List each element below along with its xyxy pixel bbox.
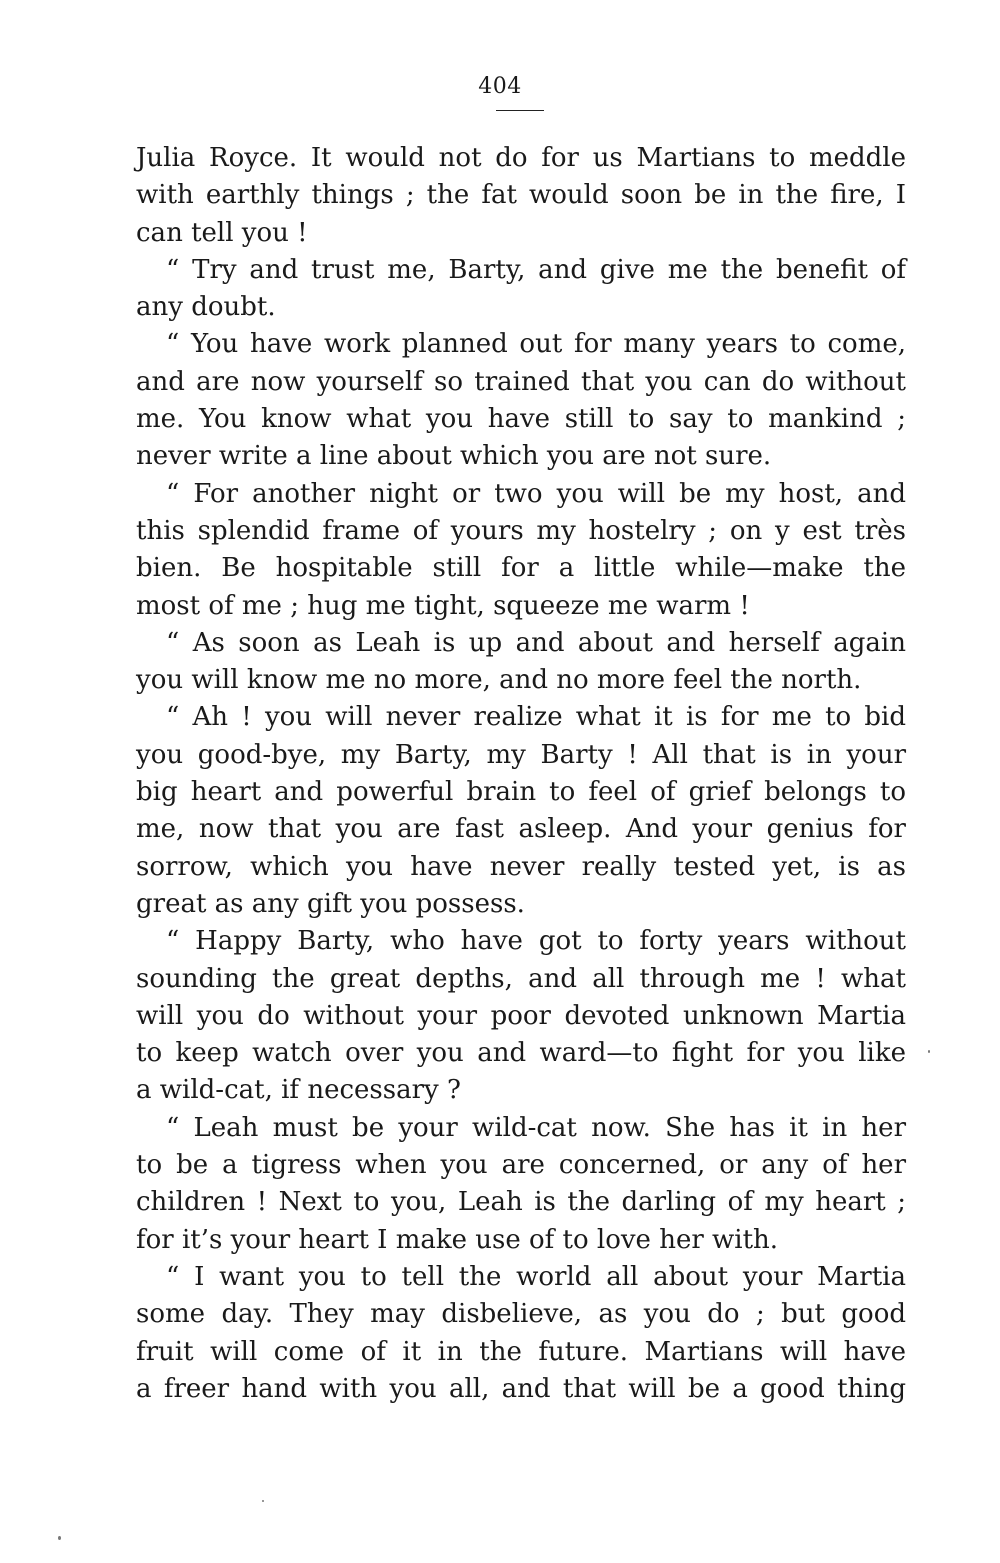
text-line: fruit will come of it in the future. Martians will have [136,1336,906,1367]
text-line: to be a tigress when you are concerned, or any of her [136,1150,906,1181]
text-line: “ Leah must be your wild-cat now. She has it in her [166,1112,906,1143]
body-text [136,140,906,1408]
page-number-rule [496,110,544,111]
text-line: children ! Next to you, Leah is the darling of my heart ; [136,1187,906,1218]
text-line: can tell you ! [136,217,308,248]
text-line: me. You know what you have still to say to mankind ; [136,404,906,435]
text-line: some day. They may disbelieve, as you do ; but good [136,1299,906,1330]
text-line: bien. Be hospitable still for a little while—make the [136,553,906,584]
text-line: will you do without your poor devoted unknown Martia [136,1000,906,1031]
text-line: “ Ah ! you will never realize what it is for me to bid [166,702,906,733]
text-line: “ Try and trust me, Barty, and give me the benefit of [166,254,906,285]
text-line: “ For another night or two you will be my host, and [166,478,906,509]
text-line: “ As soon as Leah is up and about and herself again [166,627,906,658]
text-line: with earthly things ; the fat would soon be in the fire, I [136,180,906,211]
text-line: you good-bye, my Barty, my Barty ! All that is in your [136,739,906,770]
text-line: most of me ; hug me tight, squeeze me warm ! [136,590,750,621]
text-line: sorrow, which you have never really tested yet, is as [136,851,906,882]
text-line: any doubt. [136,292,276,323]
text-line: sounding the great depths, and all through me ! what [136,963,906,994]
print-speck [928,1050,930,1053]
text-line: never write a line about which you are not sure. [136,441,772,472]
text-line: this splendid frame of yours my hostelry ; on y est très [136,515,906,546]
text-line: a freer hand with you all, and that will be a good thing [136,1373,906,1404]
text-line: you will know me no more, and no more feel the north. [136,665,862,696]
text-line: a wild-cat, if necessary ? [136,1075,461,1106]
text-line: Julia Royce. It would not do for us Martians to meddle [136,143,906,173]
text-line: “ You have work planned out for many years to come, [166,329,906,360]
text-line: to keep watch over you and ward—to fight for you like [136,1038,906,1069]
text-line: and are now yourself so trained that you can do without [136,366,906,397]
print-speck [262,1500,264,1502]
text-line: big heart and powerful brain to feel of grief belongs to [136,777,906,808]
text-line: me, now that you are fast asleep. And your genius for [136,814,906,845]
text-line: “ I want you to tell the world all about your Martia [166,1261,906,1292]
text-line: for it’s your heart I make use of to love her with. [136,1224,779,1255]
print-speck [58,1536,61,1540]
text-line: great as any gift you possess. [136,888,525,919]
text-line: “ Happy Barty, who have got to forty years without [166,926,906,957]
page-number: 404 [478,74,522,99]
